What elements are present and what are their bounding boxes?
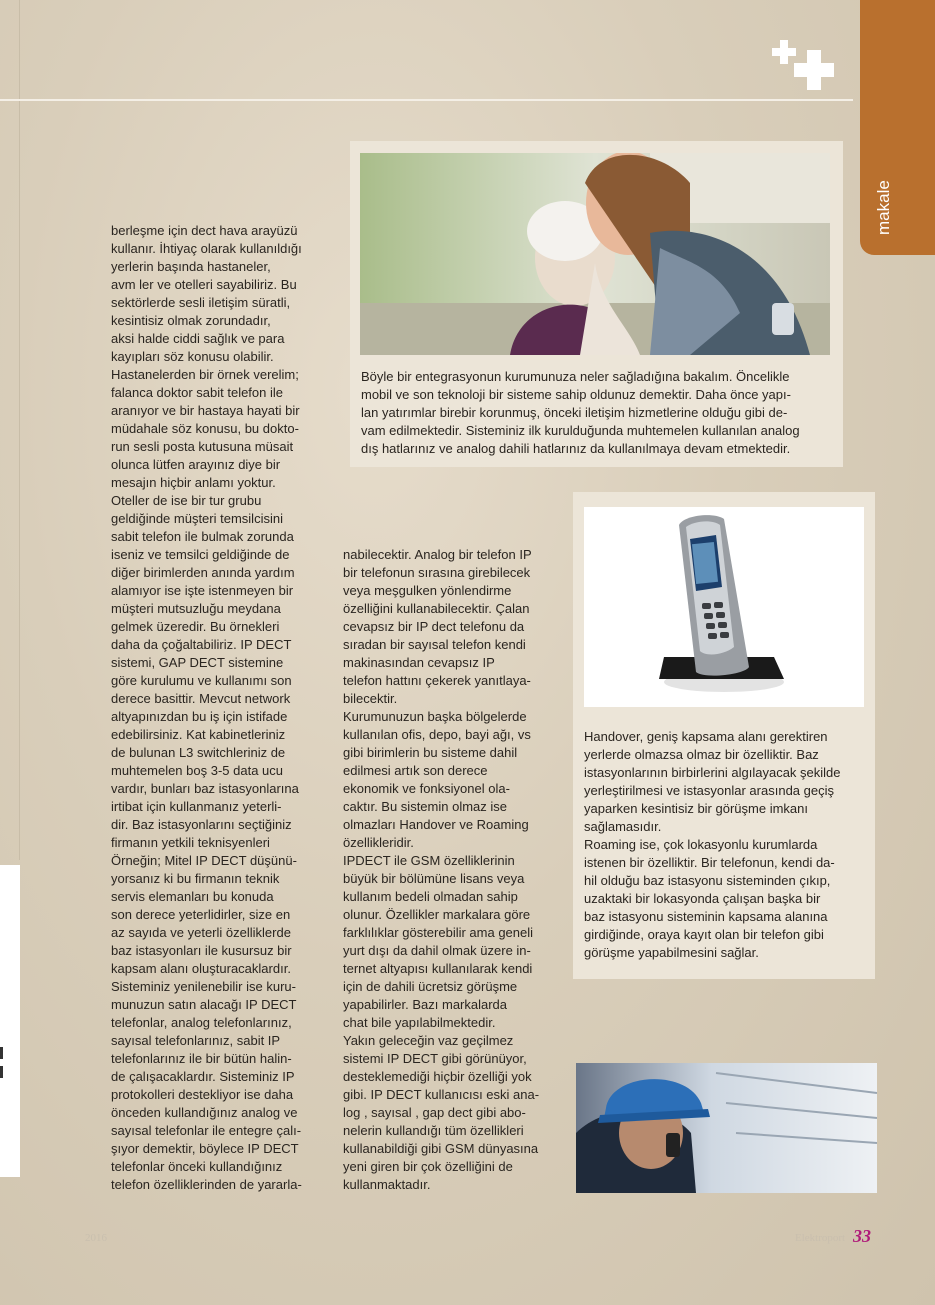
left-edge-panel xyxy=(0,865,20,1177)
section-tab-label: makale xyxy=(874,180,893,235)
header-rule xyxy=(0,99,853,101)
body-text-line: sistemi, GAP DECT sistemine xyxy=(111,655,284,670)
body-text-line: özelliğini kullanabilecektir. Çalan xyxy=(343,601,530,616)
caption-text-line: lan yatırımlar birebir korunmuş, önceki iletişim hizmetlerine olduğu gibi de- xyxy=(361,405,788,420)
body-text-line: müşteri mutsuzluğu meydana xyxy=(111,601,281,616)
body-text-line: ternet altyapısı kullanılarak kendi xyxy=(343,961,533,976)
body-text-line: caktır. Bu sistemin olmaz ise xyxy=(343,799,507,814)
body-text-line: berleşme için dect hava arayüzü xyxy=(111,223,298,238)
caption-text-line: yaparken kesintisiz bir görüşme imkanı xyxy=(584,801,808,816)
photo-dect-handset xyxy=(584,507,864,707)
body-text-line: aksi halde ciddi sağlık ve para xyxy=(111,331,285,346)
body-text-line: olunur. Özellikler markalara göre xyxy=(343,907,531,922)
body-text-line: sektörlerde sesli iletişim süratli, xyxy=(111,295,291,310)
body-text-line: dir. Baz istasyonlarını seçtiğiniz xyxy=(111,817,292,832)
body-text-line: kayıpları söz konusu olabilir. xyxy=(111,349,274,364)
body-text-line: kullanabildiği gibi GSM dünyasına xyxy=(343,1141,539,1156)
body-text-line: önceden kullandığınız analog ve xyxy=(111,1105,298,1120)
body-text-line: için de dahili ücretsiz görüşme xyxy=(343,979,518,994)
body-text-line: aranıyor ve bir hastaya hayati bir xyxy=(111,403,300,418)
body-text-line: munuzun satın alacağı IP DECT xyxy=(111,997,297,1012)
body-text-line: göre kurulumu ve kullanımı son xyxy=(111,673,292,688)
caption-text-line: istasyonlarının birbirlerini algılayacak şekilde xyxy=(584,765,841,780)
body-text-line: diğer birimlerden anında yardım xyxy=(111,565,295,580)
caption-1 xyxy=(361,368,841,458)
edge-mark xyxy=(0,1047,3,1059)
body-text-line: firmanın yetkili teknisyenleri xyxy=(111,835,270,850)
caption-text-line: mobil ve son teknoloji bir sisteme sahip oldunuz demektir. Daha önce yapı- xyxy=(361,387,791,402)
body-text-line: telefon hattını çekerek yanıtlaya- xyxy=(343,673,531,688)
body-text-line: chat bile yapılabilmektedir. xyxy=(343,1015,496,1030)
body-text-line: daha da çoğaltabiliriz. IP DECT xyxy=(111,637,292,652)
body-text-line: log , sayısal , gap dect gibi abo- xyxy=(343,1105,526,1120)
body-text-line: de çalışacaklardır. Sisteminiz IP xyxy=(111,1069,295,1084)
body-text-line: vardır, bunları baz istasyonlarına xyxy=(111,781,299,796)
body-text-line: veya meşgulken yönlendirme xyxy=(343,583,512,598)
body-text-line: Oteller de ise bir tur grubu xyxy=(111,493,262,508)
caption-text-line: vam edilmektedir. Sisteminiz ilk kurulduğunda muhtemelen kullanılan analog xyxy=(361,423,800,438)
body-text-line: mesajın hiçbir anlamı yoktur. xyxy=(111,475,276,490)
caption-text-line: istenen bir özelliktir. Bir telefonun, kendi da- xyxy=(584,855,835,870)
body-text-line: bir telefonun sırasına girebilecek xyxy=(343,565,531,580)
body-text-line: müdahale söz konusu, bu dokto- xyxy=(111,421,299,436)
footer-magazine: Elektroport xyxy=(795,1232,846,1244)
caption-text-line: Handover, geniş kapsama alanı gerektiren xyxy=(584,729,828,744)
body-text-line: yorsanız ki bu firmanın teknik xyxy=(111,871,280,886)
left-margin-line xyxy=(19,0,20,860)
body-text-line: makinasından cevapsız IP xyxy=(343,655,495,670)
body-text-line: sıradan bir sayısal telefon kendi xyxy=(343,637,526,652)
body-text-line: cevapsız bir IP dect telefonu da xyxy=(343,619,525,634)
body-text-line: son derece yeterlidirler, size en xyxy=(111,907,291,922)
body-text-line: Sisteminiz yenilenebilir ise kuru- xyxy=(111,979,296,994)
caption-text-line: dış hatlarınız ve analog dahili hatlarınız da kullanılmaya devam etmektedir. xyxy=(361,441,791,456)
body-text-line: telefonlar, analog telefonlarınız, xyxy=(111,1015,292,1030)
body-text-line: büyük bir bölümüne lisans veya xyxy=(343,871,525,886)
edge-mark xyxy=(0,1066,3,1078)
body-text-line: telefonlarınız ile bir bütün halin- xyxy=(111,1051,292,1066)
body-text-line: Yakın geleceğin vaz geçilmez xyxy=(343,1033,514,1048)
small-plus-icon xyxy=(772,40,796,64)
body-text-line: farklılıklar gösterebilir ama geneli xyxy=(343,925,534,940)
body-text-line: de bulunan L3 switchleriniz de xyxy=(111,745,286,760)
body-text-line: kullanılan ofis, depo, bayi ağı, vs xyxy=(343,727,531,742)
photo-nurse-and-elderly-woman xyxy=(360,153,830,355)
body-text-line: alamıyor ise işte istenmeyen bir xyxy=(111,583,294,598)
body-text-line: telefonlar önceki kullandığınız xyxy=(111,1159,283,1174)
body-text-line: özellikleridir. xyxy=(343,835,414,850)
caption-text-line: Böyle bir entegrasyonun kurumunuza neler sağladığına bakalım. Öncelikle xyxy=(361,369,790,384)
body-text-line: Hastanelerden bir örnek verelim; xyxy=(111,367,299,382)
body-text-line: Örneğin; Mitel IP DECT düşünü- xyxy=(111,853,297,868)
body-text-line: protokolleri destekliyor ise daha xyxy=(111,1087,294,1102)
body-text-line: edilmesi artık son derece xyxy=(343,763,488,778)
body-text-line: avm ler ve otelleri sayabiliriz. Bu xyxy=(111,277,297,292)
body-text-line: geldiğinde müşteri temsilcisini xyxy=(111,511,283,526)
body-text-line: irtibat için kullanmanız yeterli- xyxy=(111,799,282,814)
large-plus-icon xyxy=(794,50,834,90)
body-text-line: olmazları Handover ve Roaming xyxy=(343,817,529,832)
body-text-line: sayısal telefonlar ile entegre çalı- xyxy=(111,1123,302,1138)
body-text-line: altyapınızdan bu iş için istifade xyxy=(111,709,288,724)
body-text-line: gibi. IP DECT kullanıcısı eski ana- xyxy=(343,1087,540,1102)
body-text-line: yurt dışı da dahil olmak üzere in- xyxy=(343,943,531,958)
body-text-line: run sesli posta kutusuna müsait xyxy=(111,439,294,454)
photo-worker-hardhat-phone xyxy=(576,1063,877,1193)
caption-text-line: uzaktaki bir lokasyonda çalışan başka bir xyxy=(584,891,821,906)
body-text-line: sistemi IP DECT gibi görünüyor, xyxy=(343,1051,527,1066)
body-text-line: kesintisiz olmak zorundadır, xyxy=(111,313,271,328)
caption-text-line: yerleştirilmesi ve istasyonlar arasında geçiş xyxy=(584,783,834,798)
caption-text-line: Roaming ise, çok lokasyonlu kurumlarda xyxy=(584,837,818,852)
caption-text-line: baz istasyonu sisteminin kapsama alanına xyxy=(584,909,828,924)
caption-2 xyxy=(584,728,869,962)
body-text-line: kullanmaktadır. xyxy=(343,1177,431,1192)
page-number: 33 xyxy=(853,1226,871,1246)
body-text-line: desteklemediği hiçbir özelliği yok xyxy=(343,1069,532,1084)
caption-text-line: hil olduğu baz istasyonu sisteminden çıkıp, xyxy=(584,873,831,888)
body-text-line: sabit telefon ile bulmak zorunda xyxy=(111,529,294,544)
body-text-line: gibi birimlerin bu sisteme dahil xyxy=(343,745,518,760)
body-text-line: yeni giren bir çok özelliğini de xyxy=(343,1159,513,1174)
body-text-line: nabilecektir. Analog bir telefon IP xyxy=(343,547,532,562)
body-text-line: baz istasyonları ile kusursuz bir xyxy=(111,943,292,958)
body-text-line: telefon özelliklerinden de yararla- xyxy=(111,1177,302,1192)
body-text-line: nelerin kullandığı tüm özellikleri xyxy=(343,1123,524,1138)
body-text-line: servis elemanları bu konuda xyxy=(111,889,274,904)
caption-text-line: sağlamasıdır. xyxy=(584,819,662,834)
body-text-line: muhtemelen boş 3-5 data ucu xyxy=(111,763,283,778)
body-text-line: falanca doktor sabit telefon ile xyxy=(111,385,283,400)
text-column-2 xyxy=(343,546,563,1194)
body-text-line: edebilirsiniz. Kat kabinetleriniz xyxy=(111,727,286,742)
body-text-line: kullanım bedeli olmadan sahip xyxy=(343,889,518,904)
body-text-line: Kurumunuzun başka bölgelerde xyxy=(343,709,527,724)
body-text-line: IPDECT ile GSM özelliklerinin xyxy=(343,853,515,868)
caption-text-line: görüşme yapabilmesini sağlar. xyxy=(584,945,759,960)
body-text-line: kullanır. İhtiyaç olarak kullanıldığı xyxy=(111,241,302,256)
body-text-line: gelmek üzeredir. Bu örnekleri xyxy=(111,619,280,634)
body-text-line: yerlerin başında hastaneler, xyxy=(111,259,271,274)
body-text-line: yapabilirler. Bazı markalarda xyxy=(343,997,508,1012)
body-text-line: sayısal telefonlarınız, sabit IP xyxy=(111,1033,281,1048)
body-text-line: iseniz ve temsilci geldiğinde de xyxy=(111,547,290,562)
footer-year: 2016 xyxy=(85,1232,107,1244)
body-text-line: derece basittir. Mevcut network xyxy=(111,691,291,706)
body-text-line: az sayıda ve yeterli özelliklerde xyxy=(111,925,291,940)
body-text-line: ekonomik ve fonksiyonel ola- xyxy=(343,781,510,796)
text-column-1 xyxy=(111,222,321,1194)
caption-text-line: yerlerde olmazsa olmaz bir özelliktir. Baz xyxy=(584,747,819,762)
body-text-line: kapsam alanı oluşturacaklardır. xyxy=(111,961,291,976)
body-text-line: olunca lütfen arayınız diye bir xyxy=(111,457,281,472)
body-text-line: şıyor demektir, böylece IP DECT xyxy=(111,1141,299,1156)
body-text-line: bilecektir. xyxy=(343,691,398,706)
caption-text-line: girdiğinde, oraya kayıt olan bir telefon gibi xyxy=(584,927,824,942)
